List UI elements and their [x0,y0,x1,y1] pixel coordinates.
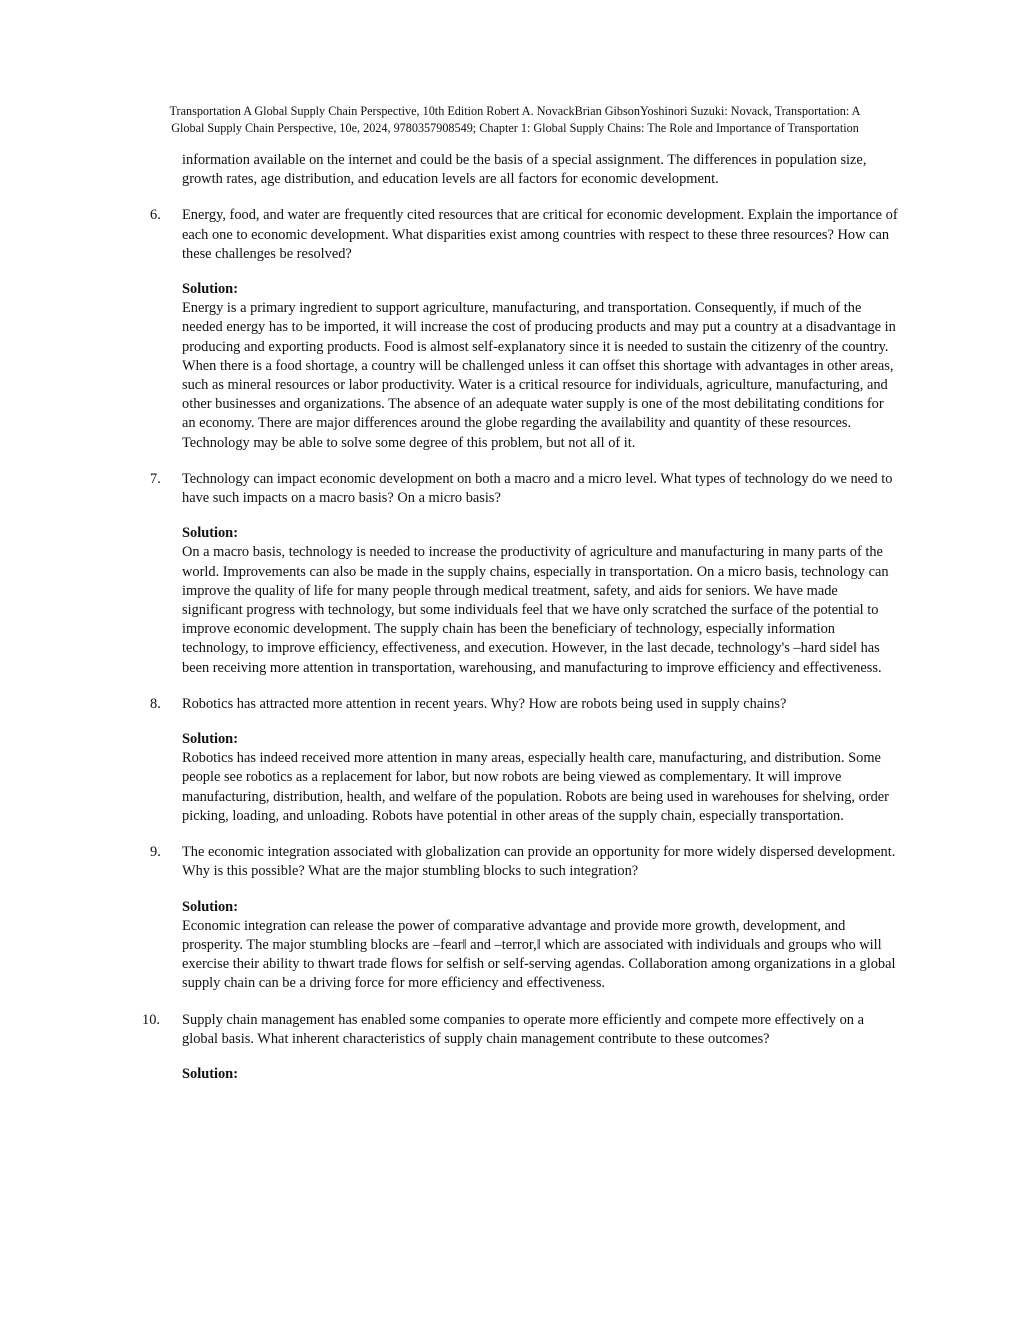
solution-text: Economic integration can release the power of comparative advantage and provide more growth, development, and prosperity. The major stumbling blocks are –fear‖ and –terror,‖ which are associated with individuals and groups who will exercise their ability to thwart trade flows for selfish or self-serving agendas. Collaboration among organizations in a global supply chain can be a driving force for more efficiency and effectiveness. [182,917,896,992]
header-line-1: Transportation A Global Supply Chain Perspective, 10th Edition Robert A. NovackBrian GibsonYoshinori Suzuki: Novack, Transportation: A [169,104,861,118]
solution-label: Solution: [182,731,238,748]
question-9 [150,843,900,993]
solution-label: Solution: [182,525,238,542]
solution-label: Solution: [182,1065,238,1082]
solution-text: Robotics has indeed received more attention in many areas, especially health care, manufacturing, and distribution. Some people see robotics as a replacement for labor, but now robots are being viewed as complementary. It will improve manufacturing, distribution, health, and welfare of the population. Robots are being used in warehouses for shelving, order picking, loading, and unloading. Robots have potential in other areas of the supply chain, especially transportation. [182,750,889,824]
question-number: 7. [150,470,161,487]
solution-label: Solution: [182,281,238,298]
solution-text: Energy is a primary ingredient to support agriculture, manufacturing, and transportation. Consequently, if much of the needed energy has to be imported, it will increase the cost of producing products and may put a country at a disadvantage in producing and exporting products. Food is almost self-explanatory since it is needed to sustain the citizenry of the country. When there is a food shortage, a country will be challenged unless it can offset this shortage with advantages in other areas, such as mineral resources or labor productivity. Water is a critical resource for individuals, agriculture, manufacturing, and other businesses and organizations. The absence of an adequate water supply is one of the most debilitating conditions for an economy. There are major differences around the globe regarding the availability and quantity of these resources. Technology may be able to solve some degree of this problem, but not all of it. [182,300,896,451]
document-body [142,151,900,1084]
question-number: 9. [150,844,161,861]
question-10 [142,1011,900,1085]
question-text: Robotics has attracted more attention in recent years. Why? How are robots being used in supply chains? [182,695,787,712]
question-7 [150,470,900,678]
continuation-paragraph: information available on the internet and could be the basis of a special assignment. The differences in population size, growth rates, age distribution, and education levels are all factors for economic development. [182,152,867,188]
question-text: Energy, food, and water are frequently cited resources that are critical for economic development. Explain the importance of each one to economic development. What disparities exist among countries with respect to these three resources? How can these challenges be resolved? [182,207,898,262]
solution-text: On a macro basis, technology is needed to increase the productivity of agriculture and manufacturing in many parts of the world. Improvements can also be made in the supply chains, especially in transportation. On a micro basis, technology can improve the quality of life for many people through medical treatment, safety, and aids for seniors. We have made significant progress with technology, but some individuals feel that we have only scratched the surface of the potential to improve economic development. The supply chain has been the beneficiary of technology, especially information technology, to improve efficiency, effectiveness, and execution. However, in the last decade, technology's –hard side‖ has been receiving more attention in transportation, warehousing, and manufacturing to improve efficiency and effectiveness. [182,544,889,676]
question-text: The economic integration associated with globalization can provide an opportunity for more widely dispersed development. Why is this possible? What are the major stumbling blocks to such integration? [182,844,896,880]
question-8 [150,695,900,826]
question-number: 8. [150,695,161,712]
question-number: 6. [150,207,161,224]
question-number: 10. [142,1011,160,1028]
solution-label: Solution: [182,898,238,915]
page-header [120,103,910,137]
header-line-2: Global Supply Chain Perspective, 10e, 2024, 9780357908549; Chapter 1: Global Supply Chains: The Role and Importance of Transportation [171,121,859,135]
question-text: Supply chain management has enabled some companies to operate more efficiently and compete more effectively on a global basis. What inherent characteristics of supply chain management contribute to these outcomes? [182,1011,864,1047]
question-6 [150,206,900,452]
question-text: Technology can impact economic development on both a macro and a micro level. What types of technology do we need to have such impacts on a macro basis? On a micro basis? [182,470,893,507]
